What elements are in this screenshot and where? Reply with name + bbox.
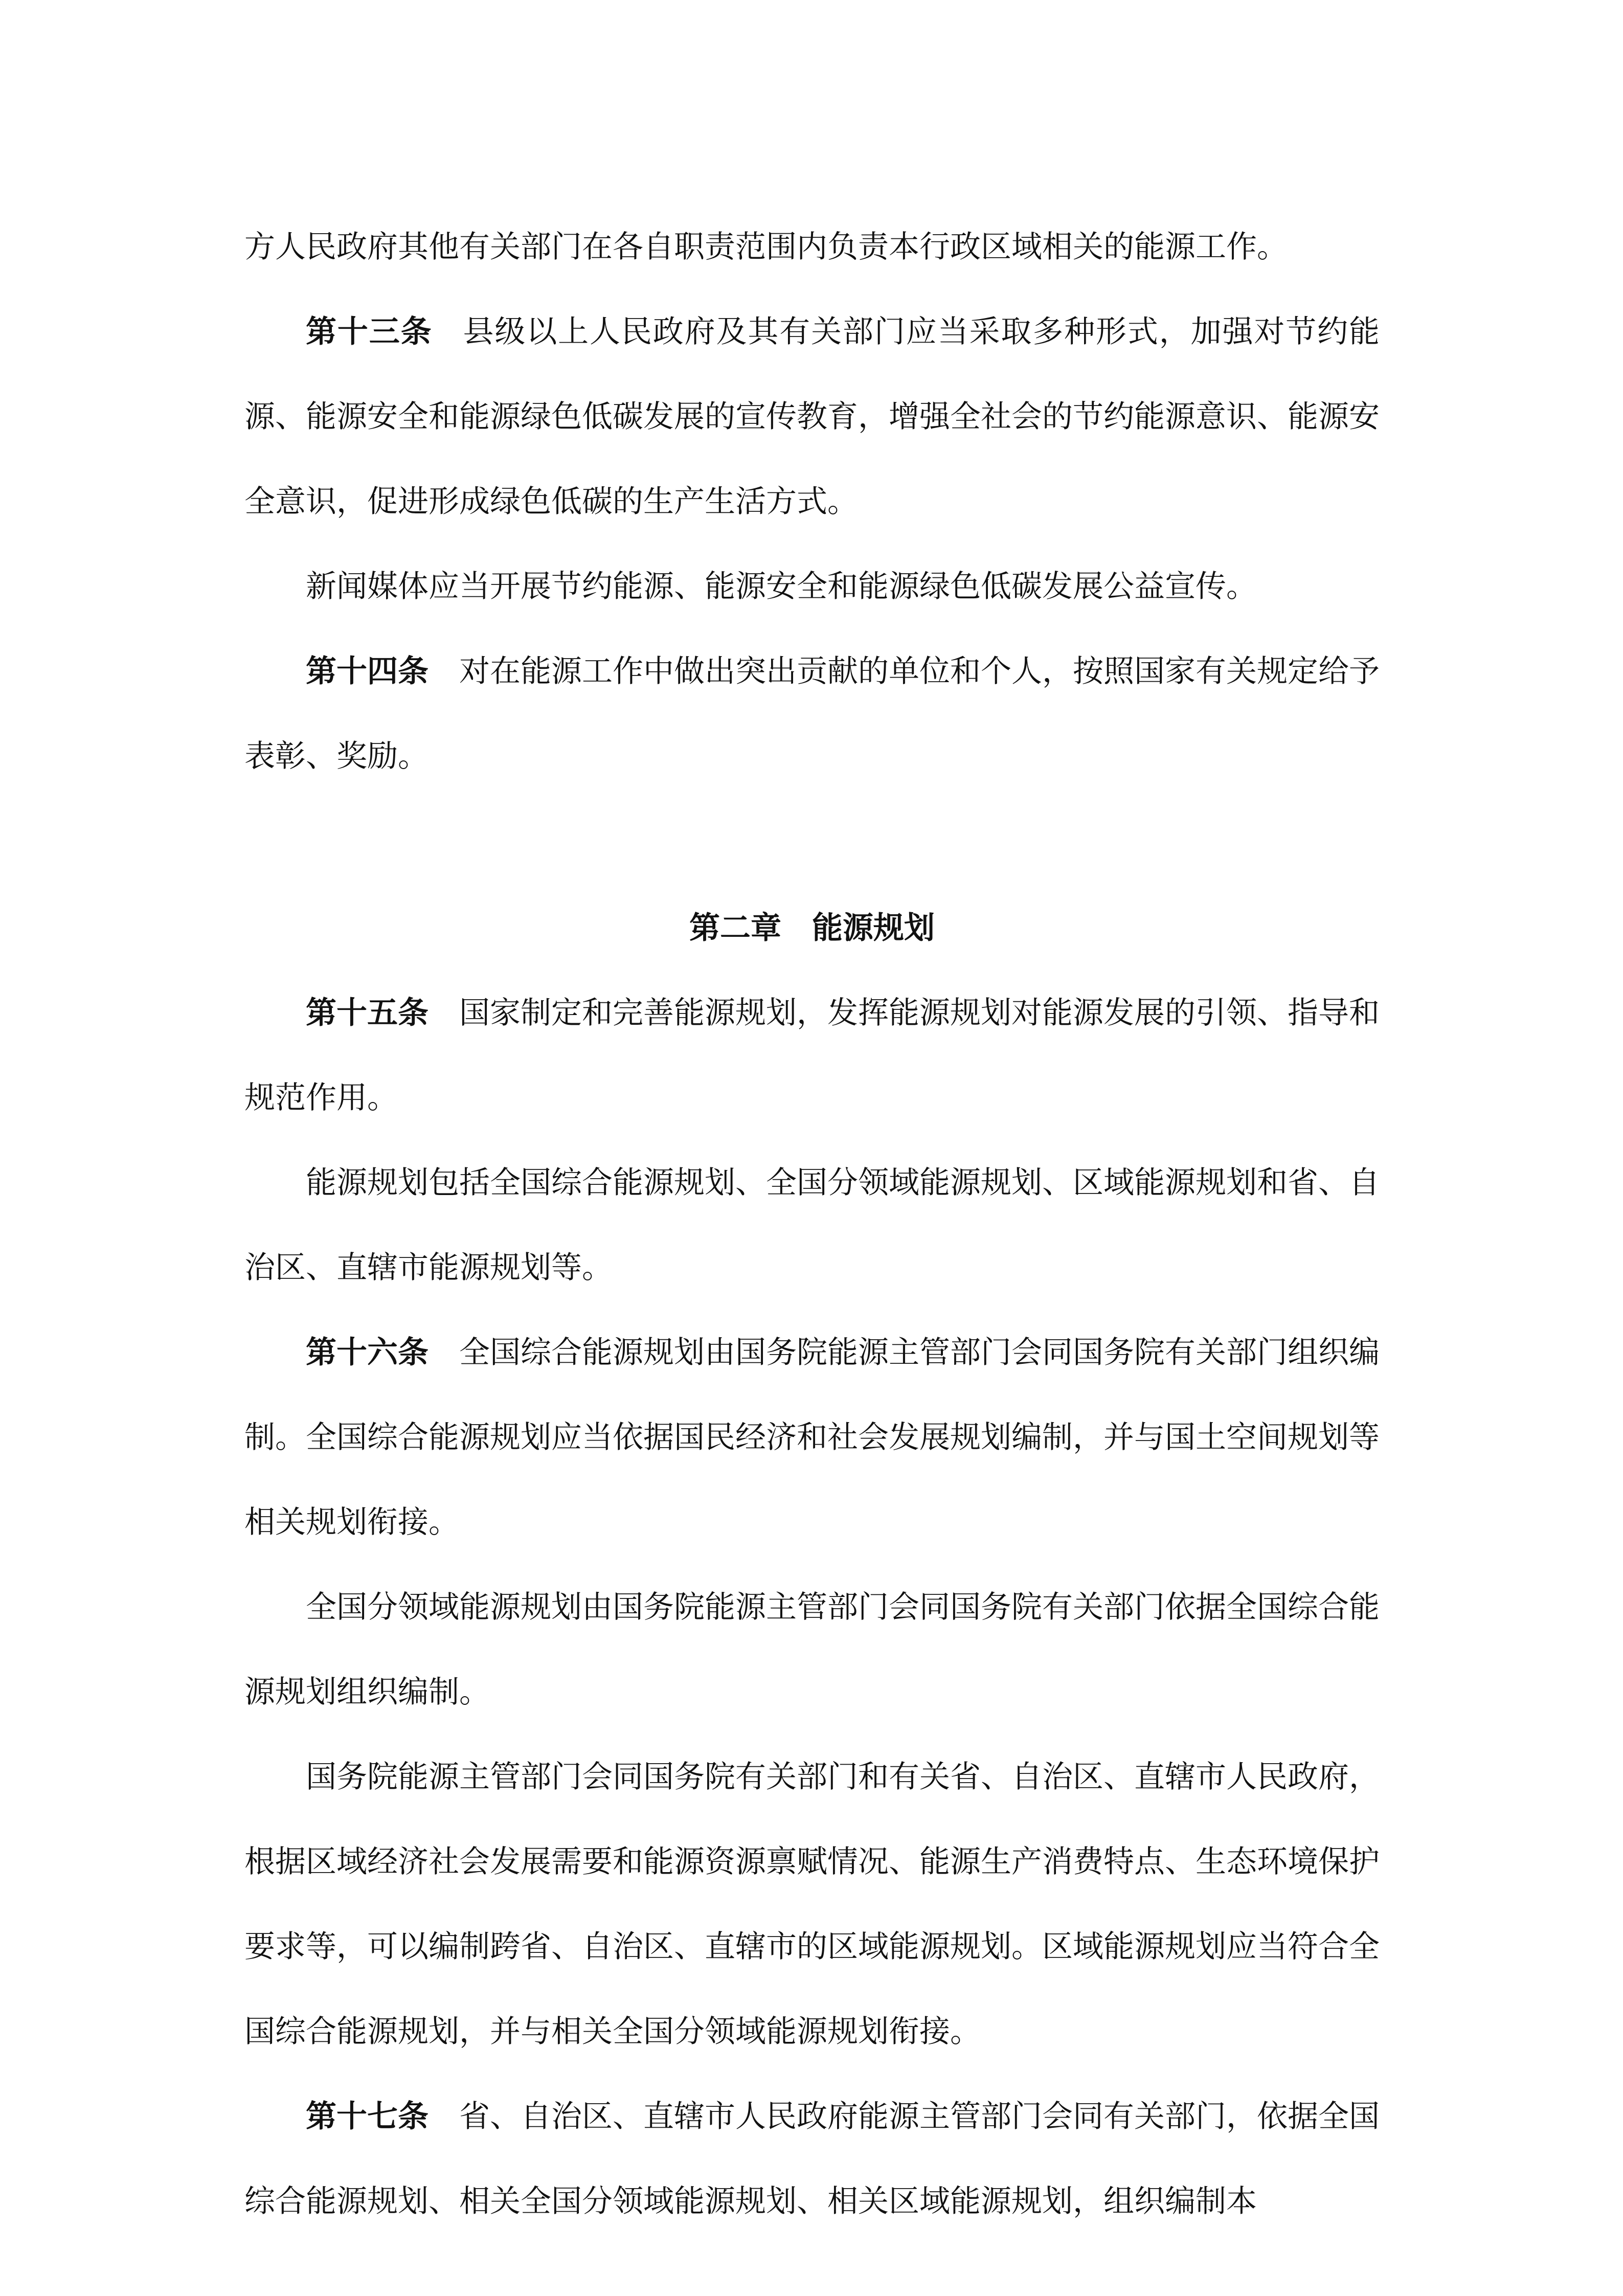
document-body (244, 205, 1380, 2244)
article-text: 省、自治区、直辖市人民政府能源主管部门会同有关部门，依据全国综合能源规划、相关全国分领域能源规划、相关区域能源规划，组织编制本 (244, 2099, 1380, 2219)
paragraph-text: 方人民政府其他有关部门在各自职责范围内负责本行政区域相关的能源工作。 (244, 229, 1288, 265)
article-label: 第十五条 (306, 995, 429, 1031)
article-text: 全国综合能源规划由国务院能源主管部门会同国务院有关部门组织编制。全国综合能源规划应当依据国民经济和社会发展规划编制，并与国土空间规划等相关规划衔接。 (244, 1335, 1380, 1540)
paragraph (244, 1565, 1380, 1735)
article-text: 县级以上人民政府及其有关部门应当采取多种形式，加强对节约能源、能源安全和能源绿色低碳发展的宣传教育，增强全社会的节约能源意识、能源安全意识，促进形成绿色低碳的生产生活方式。 (244, 314, 1380, 520)
article-14 (244, 629, 1380, 799)
paragraph (244, 205, 1380, 289)
chapter-heading (244, 886, 1380, 971)
article-17 (244, 2074, 1380, 2244)
article-label: 第十四条 (306, 654, 429, 689)
paragraph-text: 全国分领域能源规划由国务院能源主管部门会同国务院有关部门依据全国综合能源规划组织编制。 (244, 1589, 1380, 1710)
paragraph (244, 1735, 1380, 2074)
paragraph-text: 新闻媒体应当开展节约能源、能源安全和能源绿色低碳发展公益宣传。 (306, 569, 1257, 604)
paragraph-text: 能源规划包括全国综合能源规划、全国分领域能源规划、区域能源规划和省、自治区、直辖市能源规划等。 (244, 1165, 1380, 1286)
article-16 (244, 1310, 1380, 1565)
chapter-title: 能源规划 (812, 910, 935, 946)
paragraph (244, 544, 1380, 629)
article-label: 第十三条 (306, 314, 433, 350)
chapter-number: 第二章 (689, 910, 781, 946)
article-text: 对在能源工作中做出突出贡献的单位和个人，按照国家有关规定给予表彰、奖励。 (244, 654, 1380, 774)
article-13 (244, 289, 1380, 544)
paragraph (244, 1140, 1380, 1310)
article-text: 国家制定和完善能源规划，发挥能源规划对能源发展的引领、指导和规范作用。 (244, 995, 1380, 1116)
paragraph-text: 国务院能源主管部门会同国务院有关部门和有关省、自治区、直辖市人民政府，根据区域经济社会发展需要和能源资源禀赋情况、能源生产消费特点、生态环境保护要求等，可以编制跨省、自治区、直辖市的区域能源规划。区域能源规划应当符合全国综合能源规划，并与相关全国分领域能源规划衔接。 (244, 1759, 1380, 2050)
article-15 (244, 971, 1380, 1140)
article-label: 第十六条 (306, 1335, 429, 1370)
article-label: 第十七条 (306, 2099, 429, 2134)
